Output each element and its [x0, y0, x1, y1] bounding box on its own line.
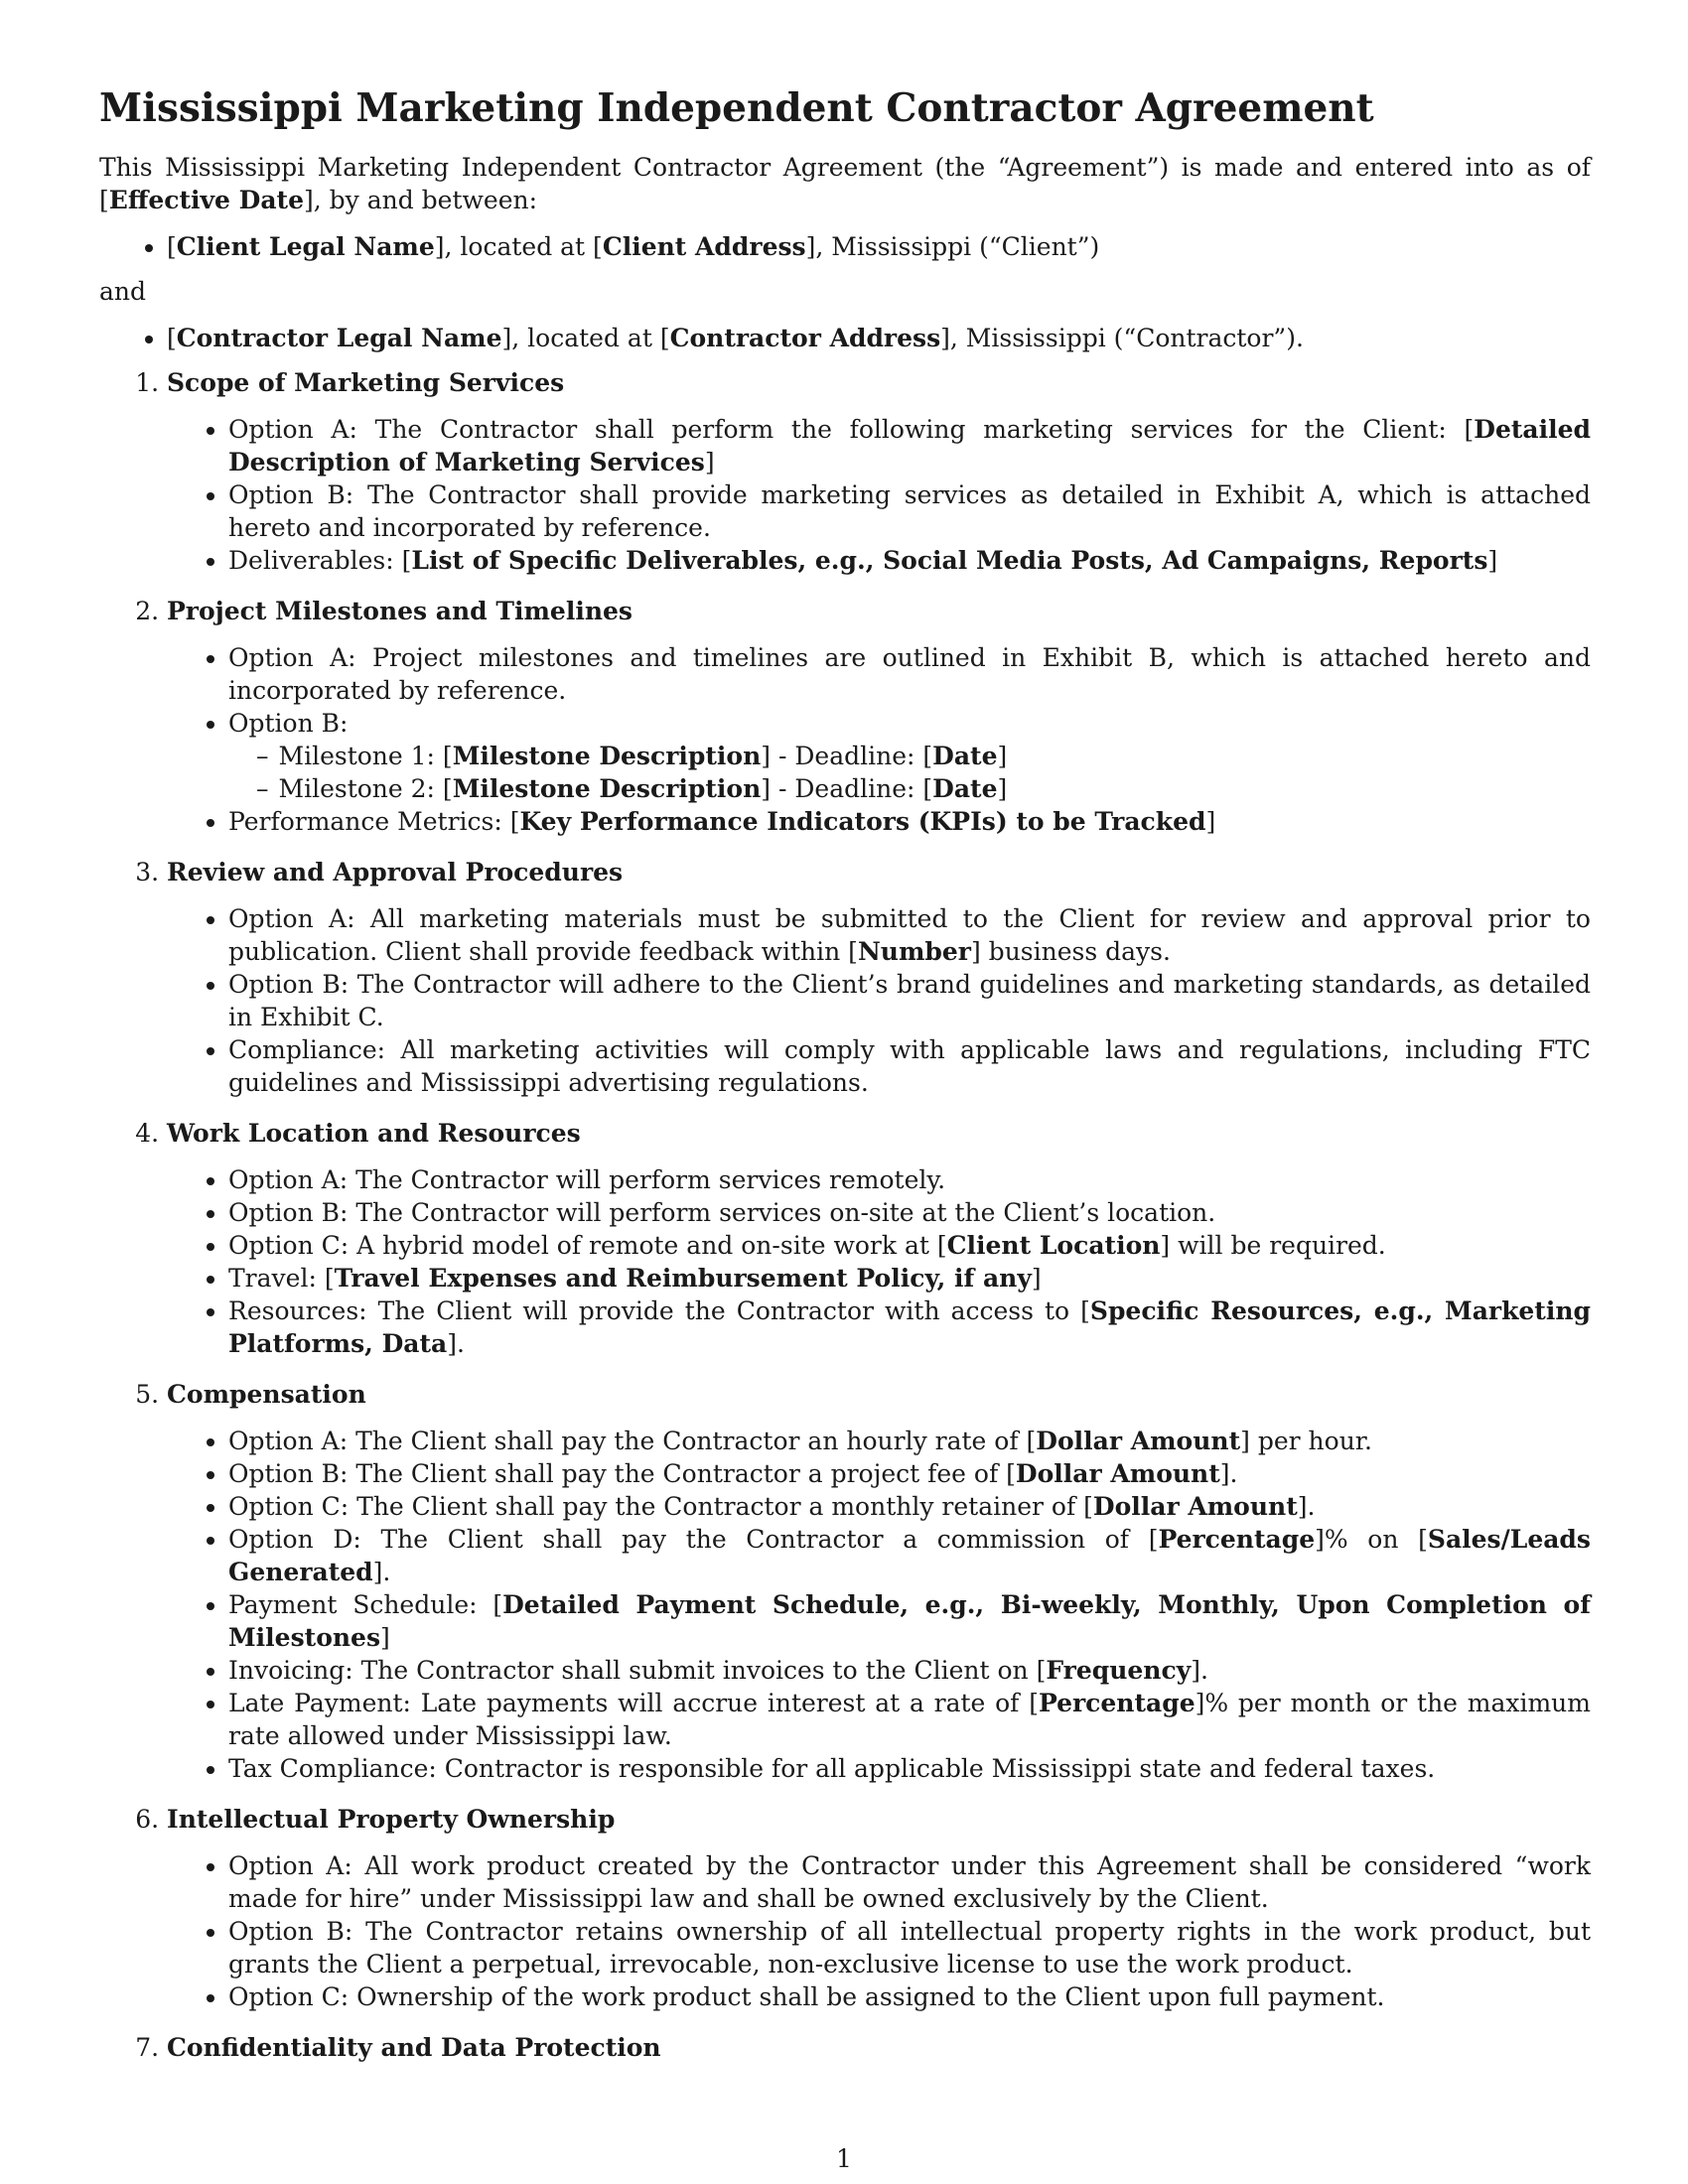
- item-text: ] - Deadline: [: [761, 742, 933, 770]
- option-list: [167, 413, 1591, 577]
- list-item: [228, 1229, 1591, 1262]
- item-text: ].: [1191, 1656, 1208, 1685]
- placeholder: List of Specific Deliverables, e.g., Social Media Posts, Ad Campaigns, Reports: [411, 546, 1488, 575]
- section-title: 1. Scope of Marketing Services: [167, 368, 565, 397]
- option-list: [167, 1849, 1591, 2013]
- list-item: • Option C: Ownership of the work product shall be assigned to the Client upon full payment.: [228, 1980, 1591, 2013]
- milestone-item: [278, 740, 1591, 772]
- list-item: [228, 1490, 1591, 1523]
- item-text: ].: [372, 1558, 391, 1586]
- item-text: Option D: The Client shall pay the Contractor a commission of [: [228, 1525, 1159, 1554]
- placeholder: Milestone Description: [452, 742, 762, 770]
- placeholder: Specific Resources, e.g., Marketing Platforms, Data: [228, 1297, 1591, 1358]
- client-party: • [Client Legal Name], located at [Client Address], Mississippi (“Client”): [167, 230, 1591, 263]
- section-title: 6. Intellectual Property Ownership: [167, 1805, 616, 1834]
- and-text: and: [99, 277, 147, 306]
- item-text: Option C: A hybrid model of remote and on-site work at [: [228, 1231, 947, 1260]
- client-address-placeholder: Client Address: [602, 232, 806, 261]
- section-title: 2. Project Milestones and Timelines: [167, 597, 633, 625]
- list-item: [228, 1295, 1591, 1360]
- intro-text-end: ], by and between:: [303, 186, 538, 214]
- item-text: Travel: [: [228, 1264, 335, 1293]
- item-text: Performance Metrics: [: [228, 807, 520, 836]
- item-text: Milestone 1: [: [278, 742, 453, 770]
- placeholder: Milestone Description: [452, 774, 762, 803]
- list-item: [228, 902, 1591, 968]
- item-text: ]: [704, 448, 715, 477]
- item-text: Milestone 2: [: [278, 774, 453, 803]
- list-item: [228, 805, 1591, 838]
- list-item: [228, 1654, 1591, 1687]
- list-item: [228, 1457, 1591, 1490]
- client-party-list: [99, 230, 1591, 263]
- item-text: Invoicing: The Contractor shall submit invoices to the Client on [: [228, 1656, 1047, 1685]
- item-text: Resources: The Client will provide the Contractor with access to [: [228, 1297, 1090, 1325]
- party-text: ], Mississippi (“Contractor”).: [940, 324, 1304, 352]
- item-text: ]: [997, 742, 1008, 770]
- list-item: • Option A: The Contractor will perform services remotely.: [228, 1163, 1591, 1196]
- document-title: Mississippi Marketing Independent Contractor Agreement: [99, 85, 1374, 131]
- list-item: • Option B: The Contractor will adhere to the Client’s brand guidelines and marketing standards, as detailed in Exhibit C.: [228, 968, 1591, 1033]
- item-text: ] per hour.: [1240, 1427, 1372, 1455]
- placeholder: Key Performance Indicators (KPIs) to be Tracked: [519, 807, 1206, 836]
- item-text: Option B: The Client shall pay the Contractor a project fee of [: [228, 1459, 1016, 1488]
- placeholder: Dollar Amount: [1036, 1427, 1241, 1455]
- placeholder: Detailed Payment Schedule, e.g., Bi-weekly, Monthly, Upon Completion of Milestones: [228, 1590, 1591, 1652]
- section-title: 3. Review and Approval Procedures: [167, 858, 624, 887]
- item-text: ]: [1487, 546, 1498, 575]
- list-item: [228, 1588, 1591, 1654]
- item-text: Option C: The Client shall pay the Contractor a monthly retainer of [: [228, 1492, 1093, 1521]
- item-text: ].: [447, 1329, 465, 1358]
- section-title: 4. Work Location and Resources: [167, 1119, 581, 1148]
- intro-text: This Mississippi Marketing Independent Contractor Agreement (the “Agreement”) is made and entered into as of [: [99, 153, 1591, 214]
- list-item: • Compliance: All marketing activities will comply with applicable laws and regulations, including FTC guidelines and Mississippi advertising regulations.: [228, 1033, 1591, 1099]
- item-text: ]: [380, 1623, 390, 1652]
- item-text: Deliverables: [: [228, 546, 412, 575]
- section-scope: [167, 366, 1591, 577]
- list-item: [228, 413, 1591, 478]
- list-item: • Tax Compliance: Contractor is responsible for all applicable Mississippi state and federal taxes.: [228, 1752, 1591, 1785]
- page-number: 1: [836, 2144, 852, 2173]
- placeholder: Frequency: [1046, 1656, 1192, 1685]
- item-text: Option A: The Contractor shall perform the following marketing services for the Client: [: [228, 415, 1475, 444]
- list-item: • Option B: The Contractor retains ownership of all intellectual property rights in the work product, but grants the Client a perpetual, irrevocable, non-exclusive license to use the work product.: [228, 1915, 1591, 1980]
- item-text: Option A: The Client shall pay the Contractor an hourly rate of [: [228, 1427, 1037, 1455]
- item-text: ].: [1219, 1459, 1238, 1488]
- effective-date-placeholder: Effective Date: [108, 186, 304, 214]
- section-review: [167, 856, 1591, 1099]
- contractor-party-list: [99, 322, 1591, 354]
- placeholder: Date: [932, 774, 998, 803]
- item-text: ]: [1205, 807, 1216, 836]
- list-item: [228, 1523, 1591, 1588]
- item-text: ] - Deadline: [: [761, 774, 933, 803]
- placeholder: Percentage: [1158, 1525, 1316, 1554]
- item-text: Option B:: [228, 709, 349, 738]
- list-item: • Option B: The Contractor shall provide marketing services as detailed in Exhibit A, which is attached hereto and incorporated by reference.: [228, 478, 1591, 544]
- item-text: Payment Schedule: [: [228, 1590, 503, 1619]
- list-item: • Option A: Project milestones and timelines are outlined in Exhibit B, which is attached hereto and incorporated by reference.: [228, 641, 1591, 707]
- item-text: Option A: All marketing materials must be submitted to the Client for review and approval prior to publication. Client shall provide feedback within [: [228, 904, 1591, 966]
- item-text: ].: [1297, 1492, 1316, 1521]
- placeholder: Travel Expenses and Reimbursement Policy, if any: [334, 1264, 1032, 1293]
- section-compensation: [167, 1378, 1591, 1785]
- section-location: [167, 1117, 1591, 1360]
- list-item: [228, 544, 1591, 577]
- item-text: ]: [997, 774, 1008, 803]
- item-text: ]: [1031, 1264, 1042, 1293]
- placeholder: Dollar Amount: [1015, 1459, 1220, 1488]
- placeholder: Date: [932, 742, 998, 770]
- list-item: [228, 1687, 1591, 1752]
- intro-paragraph: [99, 151, 1591, 216]
- section-ip: [167, 1803, 1591, 2013]
- list-item: • Option A: All work product created by the Contractor under this Agreement shall be considered “work made for hire” under Mississippi law and shall be owned exclusively by the Client.: [228, 1849, 1591, 1915]
- milestone-list: [228, 740, 1591, 805]
- option-list: [167, 1425, 1591, 1785]
- document-page: [99, 85, 1591, 2082]
- contractor-party: • [Contractor Legal Name], located at [Contractor Address], Mississippi (“Contractor”).: [167, 322, 1591, 354]
- list-item: • Option B: The Contractor will perform services on-site at the Client’s location.: [228, 1196, 1591, 1229]
- party-text: ], located at [: [434, 232, 603, 261]
- placeholder: Client Location: [946, 1231, 1161, 1260]
- list-item: [228, 1425, 1591, 1457]
- item-text: ]% on [: [1315, 1525, 1428, 1554]
- placeholder: Number: [857, 937, 971, 966]
- placeholder: Percentage: [1038, 1689, 1196, 1717]
- item-text: ] will be required.: [1160, 1231, 1386, 1260]
- item-text: Late Payment: Late payments will accrue interest at a rate of [: [228, 1689, 1039, 1717]
- list-item: [228, 707, 1591, 805]
- sections-list: [99, 366, 1591, 2064]
- section-title: 7. Confidentiality and Data Protection: [167, 2033, 661, 2062]
- section-title: 5. Compensation: [167, 1380, 366, 1409]
- option-list: [167, 902, 1591, 1099]
- milestone-item: [278, 772, 1591, 805]
- placeholder: Detailed Description of Marketing Services: [228, 415, 1591, 477]
- placeholder: Sales/Leads Generated: [228, 1525, 1591, 1586]
- contractor-address-placeholder: Contractor Address: [669, 324, 941, 352]
- contractor-name-placeholder: Contractor Legal Name: [176, 324, 502, 352]
- item-text: ] business days.: [970, 937, 1171, 966]
- option-list: [167, 1163, 1591, 1360]
- list-item: [228, 1262, 1591, 1295]
- party-text: ], located at [: [501, 324, 670, 352]
- section-confidentiality: [167, 2031, 1591, 2064]
- placeholder: Dollar Amount: [1092, 1492, 1298, 1521]
- party-text: ], Mississippi (“Client”): [805, 232, 1100, 261]
- option-list: [167, 641, 1591, 838]
- item-text: ]% per month or the maximum rate allowed under Mississippi law.: [228, 1689, 1591, 1750]
- section-milestones: [167, 595, 1591, 838]
- client-name-placeholder: Client Legal Name: [176, 232, 435, 261]
